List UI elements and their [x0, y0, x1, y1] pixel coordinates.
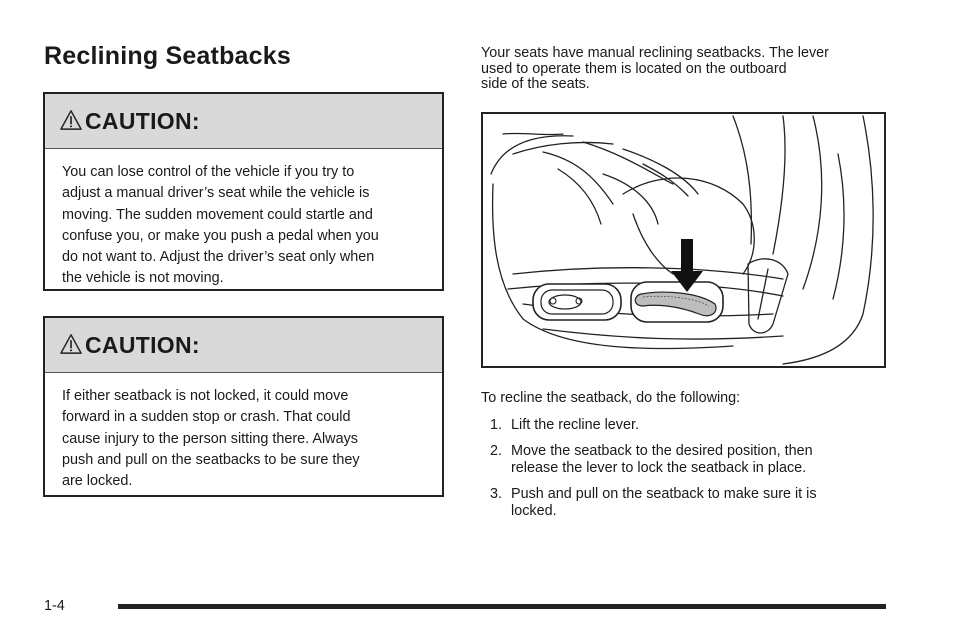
caution-line: push and pull on the seatbacks to be sure they — [62, 451, 360, 468]
list-item — [490, 443, 890, 478]
step-text: Push and pull on the seatback to make sure it is — [511, 485, 817, 502]
adjust-switch — [533, 284, 621, 320]
caution-box-driver-seat — [43, 92, 444, 291]
caution-header — [45, 318, 442, 373]
warning-triangle-icon — [60, 333, 82, 355]
seat-recline-lever-illustration — [481, 112, 886, 368]
caution-line: the vehicle is not moving. — [62, 270, 224, 287]
step-text: Lift the recline lever. — [511, 417, 639, 433]
caution-title: CAUTION: — [85, 107, 200, 134]
caution-line: confuse you, or make you push a pedal when you — [62, 227, 379, 244]
page-number: 1-4 — [44, 598, 65, 614]
intro-line: side of the seats. — [481, 76, 590, 93]
step-number: 2. — [490, 442, 503, 459]
step-text: locked. — [511, 503, 557, 519]
intro-paragraph — [481, 46, 901, 93]
caution-line: If either seatback is not locked, it could move — [62, 388, 349, 404]
caution-line: You can lose control of the vehicle if you try to — [62, 164, 355, 180]
caution-line: cause injury to the person sitting there. Always — [62, 430, 358, 447]
caution-text — [45, 373, 442, 492]
caution-line: adjust a manual driver’s seat while the vehicle is — [62, 185, 370, 202]
seat-illustration-drawing — [483, 114, 884, 366]
intro-line: Your seats have manual reclining seatbacks. The lever — [481, 45, 829, 61]
caution-title: CAUTION: — [85, 331, 200, 358]
step-number: 1. — [490, 417, 503, 433]
caution-text — [45, 149, 442, 290]
step-number: 3. — [490, 485, 503, 502]
caution-line: are locked. — [62, 473, 133, 490]
caution-line: moving. The sudden movement could startle and — [62, 206, 373, 223]
recline-lever — [631, 282, 723, 322]
page-title: Reclining Seatbacks — [44, 42, 291, 70]
recline-steps-list — [490, 417, 890, 529]
steps-intro: To recline the seatback, do the following: — [481, 390, 741, 406]
caution-line: do not want to. Adjust the driver’s seat only when — [62, 249, 375, 266]
warning-triangle-icon — [60, 109, 82, 131]
intro-line: used to operate them is located on the outboard — [481, 60, 787, 77]
step-text: Move the seatback to the desired position, then — [511, 442, 813, 459]
list-item — [490, 417, 890, 435]
step-text: release the lever to lock the seatback in place. — [511, 460, 807, 476]
list-item — [490, 486, 890, 521]
caution-box-seatback-lock — [43, 316, 444, 497]
footer-rule — [118, 604, 886, 609]
caution-header — [45, 94, 442, 149]
caution-line: forward in a sudden stop or crash. That could — [62, 409, 351, 426]
